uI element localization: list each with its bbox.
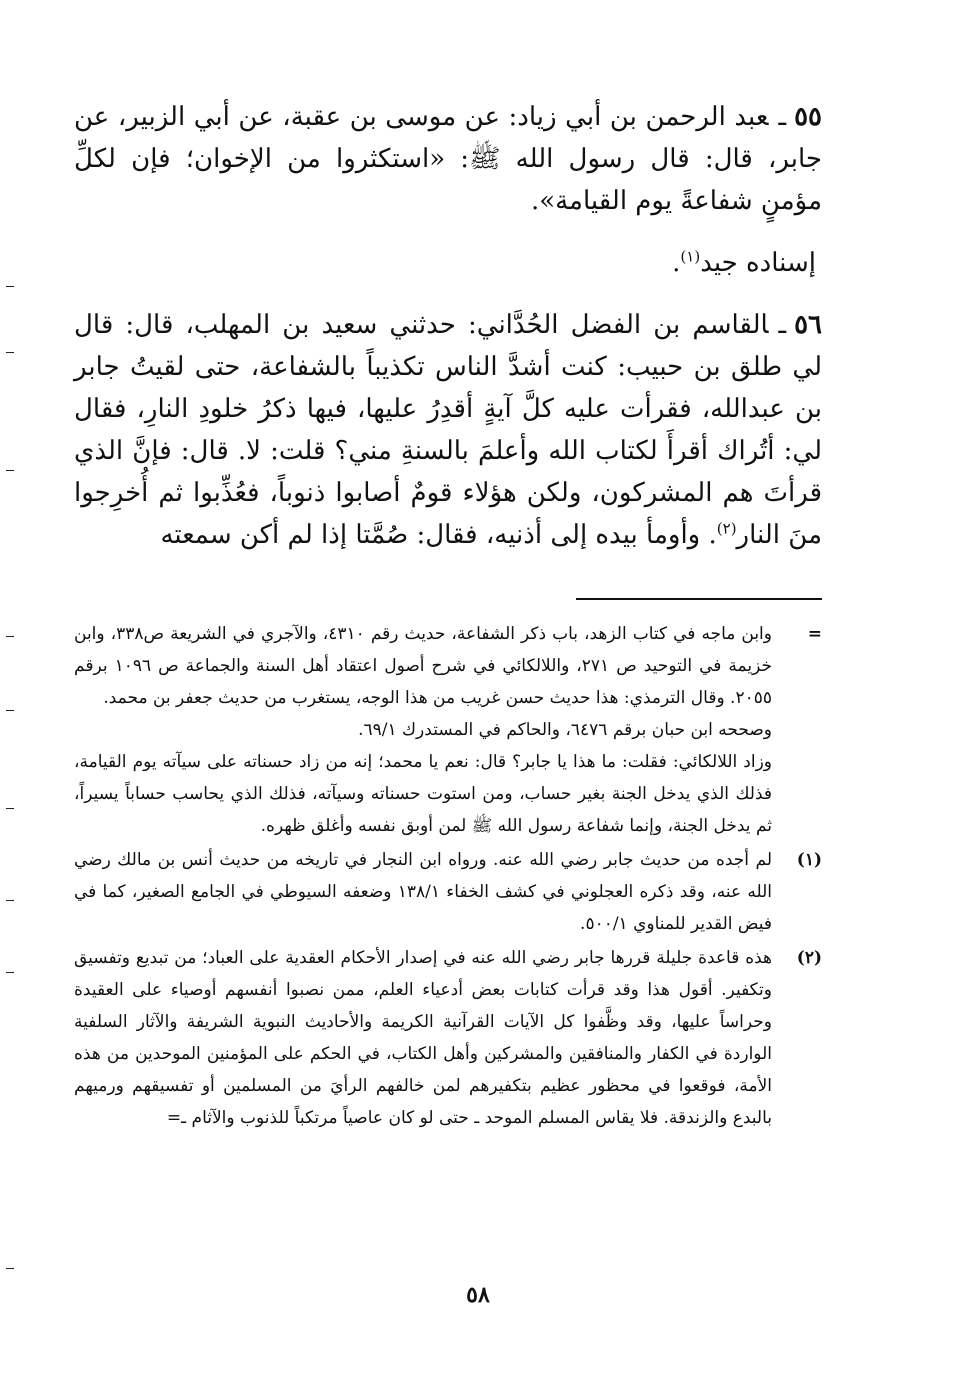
margin-tick <box>6 636 14 637</box>
footnote-mark: (٢) <box>796 948 822 968</box>
margin-tick <box>6 470 14 471</box>
margin-tick <box>6 1268 14 1269</box>
entry-number: ٥٥ <box>794 102 822 132</box>
footnote-body <box>74 844 772 940</box>
footnote-paragraph: وزاد اللالكائي: فقلت: ما هذا يا جابر؟ قال: نعم يا محمد؛ إنه من زاد حسناته على سيآته يوم القيامة، فذلك الذي يدخل الجنة بغير حساب، ومن استوت حسناته وسيآته، فذلك الذي يحاسب حساباً يسيراً، ثم يدخل الجنة، وإنما شفاعة رسول الله ﷺ لمن أوبق نفسه وأغلق ظهره. <box>74 752 772 836</box>
entry-55 <box>74 96 822 222</box>
footnote-ref-2[interactable]: (٢) <box>716 519 737 538</box>
margin-tick <box>6 900 14 901</box>
entry-56 <box>74 304 822 556</box>
footnotes <box>74 618 822 1136</box>
margin-tick <box>6 352 14 353</box>
page-number: ٥٨ <box>466 1282 490 1308</box>
footnote-paragraph: وابن ماجه في كتاب الزهد، باب ذكر الشفاعة، حديث رقم ٤٣١٠، والآجري في الشريعة ص٣٣٨، وابن خزيمة في التوحيد ص ٢٧١، واللالكائي في شرح أصول اعتقاد أهل السنة والجماعة ص ١٠٩٦ برقم ٢٠٥٥. وقال الترمذي: هذا حديث حسن غريب من هذا الوجه، يستغرب من حديث جعفر بن محمد. <box>74 624 772 708</box>
entry-dash: ـ <box>778 102 787 132</box>
footnote-body <box>74 942 772 1134</box>
entry-dash: ـ <box>778 310 787 340</box>
entry-text-continued: . وأومأ بيده إلى أذنيه، فقال: صُمَّتا إذا لم أكن سمعته <box>160 520 717 550</box>
verdict-end: . <box>672 248 681 278</box>
margin-tick <box>6 972 14 973</box>
verdict-text: إسناده جيد <box>700 248 816 278</box>
footnote-ref-1[interactable]: (١) <box>680 247 701 266</box>
footnote-mark: = <box>807 624 822 644</box>
main-text <box>74 96 822 576</box>
entry-number: ٥٦ <box>794 310 822 340</box>
entry-text: عبد الرحمن بن أبي زياد: عن موسى بن عقبة، عن أبي الزبير، عن جابر، قال: قال رسول الله ﷺ: «استكثروا من الإخوان؛ فإن لكلِّ مؤمنٍ شفاعةً يوم القيامة». <box>74 102 822 216</box>
footnote-paragraph: وصححه ابن حبان برقم ٦٤٧٦، والحاكم في المستدرك ٦٩/١. <box>358 720 772 740</box>
footnote-paragraph: لم أجده من حديث جابر رضي الله عنه. ورواه ابن النجار في تاريخه من حديث أنس بن مالك رضي الله عنه، وقد ذكره العجلوني في كشف الخفاء ١٣٨/١ وضعفه السيوطي في الجامع الصغير، كما في فيض القدير للمناوي ٥٠٠/١. <box>74 850 773 934</box>
footnote-mark: (١) <box>796 850 822 870</box>
footnote-body <box>74 618 772 842</box>
margin-tick <box>6 808 14 809</box>
footnote-1 <box>74 844 822 940</box>
entry-text: القاسم بن الفضل الحُدَّاني: حدثني سعيد بن المهلب، قال: قال لي طلق بن حبيب: كنت أشدَّ الناس تكذيباً بالشفاعة، حتى لقيتُ جابر بن عبدالله، فقرأت عليه كلَّ آيةٍ أقدِرُ عليها، فيها ذكرُ خلودِ النارِ، فقال لي: أتُراك أقرأَ لكتاب الله وأعلمَ بالسنةِ مني؟ قلت: لا. قال: فإنَّ الذي قرأتَ هم المشركون، ولكن هؤلاء قومٌ أصابوا ذنوباً، فعُذِّبوا ثم أُخرِجوا منَ النار <box>74 310 822 550</box>
footnote-paragraph: هذه قاعدة جليلة قررها جابر رضي الله عنه في إصدار الأحكام العقدية على العباد؛ من تبديع وتفسيق وتكفير. أقول هذا وقد قرأت كتابات بعض أدعياء العلم، ممن نصبوا أنفسهم أوصياء على العقيدة وحراساً عليها، وقد وظَّفوا كل الآيات القرآنية الكريمة والأحاديث النبوية الشريفة والآثار السلفية الواردة في الكفار والمنافقين والمشركين وأهل الكتاب، في الحكم على المؤمنين الموحدين من هذه الأمة، فوقعوا في محظور عظيم بتكفيرهم لمن خالفهم الرأيَ من المسلمين أو تفسيقهم ورميهم بالبدع والزندقة. فلا يقاس المسلم الموحد ـ حتى لو كان عاصياً مرتكباً للذنوب والآثام ـ= <box>74 948 772 1128</box>
footnote-separator <box>576 598 822 600</box>
footnote-continuation <box>74 618 822 842</box>
margin-tick <box>6 286 14 287</box>
margin-tick <box>6 710 14 711</box>
footnote-2 <box>74 942 822 1134</box>
entry-55-verdict <box>74 242 822 284</box>
